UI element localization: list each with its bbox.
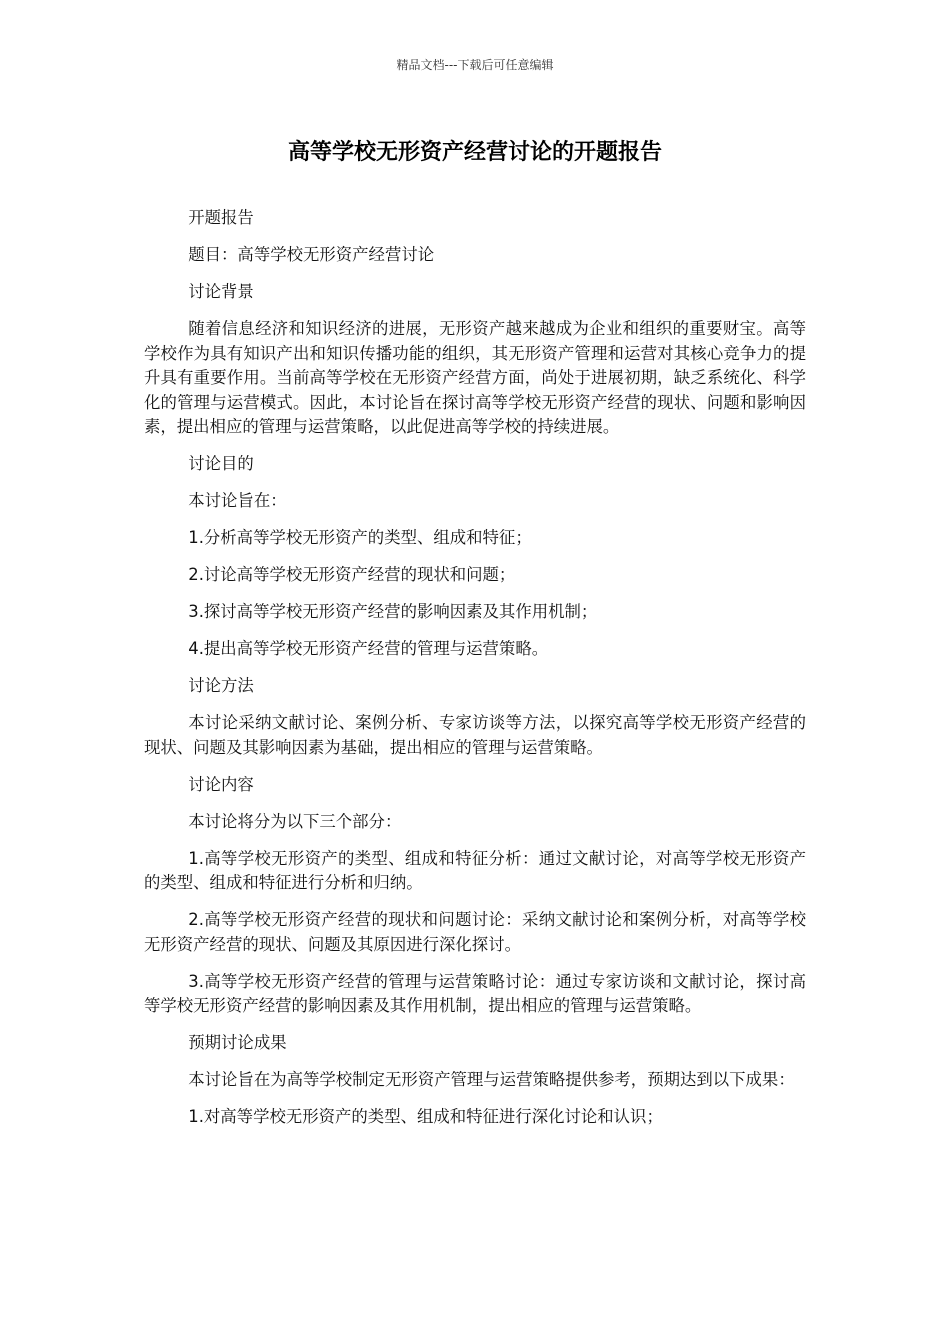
paragraph-method: 本讨论采纳文献讨论、案例分析、专家访谈等方法，以探究高等学校无形资产经营的现状、问题及其影响因素为基础，提出相应的管理与运营策略。 <box>144 713 806 757</box>
document-body <box>144 206 806 1142</box>
list-item-purpose-1: 1.分析高等学校无形资产的类型、组成和特征； <box>188 528 532 547</box>
list-item-purpose-4: 4.提出高等学校无形资产经营的管理与运营策略。 <box>188 639 549 658</box>
heading-purpose: 讨论目的 <box>188 454 254 473</box>
paragraph-background: 随着信息经济和知识经济的进展，无形资产越来越成为企业和组织的重要财宝。高等学校作为具有知识产出和知识传播功能的组织，其无形资产管理和运营对其核心竞争力的提升具有重要作用。当前高等学校在无形资产经营方面，尚处于进展初期，缺乏系统化、科学化的管理与运营模式。因此，本讨论旨在探讨高等学校无形资产经营的现状、问题和影响因素，提出相应的管理与运营策略，以此促进高等学校的持续进展。 <box>144 319 806 436</box>
heading-expected-results: 预期讨论成果 <box>188 1033 287 1052</box>
paragraph-purpose-intro: 本讨论旨在： <box>188 491 287 510</box>
list-item-content-3: 3.高等学校无形资产经营的管理与运营策略讨论：通过专家访谈和文献讨论，探讨高等学校无形资产经营的影响因素及其作用机制，提出相应的管理与运营策略。 <box>144 971 806 1015</box>
list-item-purpose-3: 3.探讨高等学校无形资产经营的影响因素及其作用机制； <box>188 602 598 621</box>
paragraph-topic: 题目：高等学校无形资产经营讨论 <box>188 245 435 264</box>
paragraph-expected-intro: 本讨论旨在为高等学校制定无形资产管理与运营策略提供参考，预期达到以下成果： <box>188 1070 795 1089</box>
list-item-content-1: 1.高等学校无形资产的类型、组成和特征分析：通过文献讨论，对高等学校无形资产的类型、组成和特征进行分析和归纳。 <box>144 848 806 892</box>
heading-method: 讨论方法 <box>188 676 254 695</box>
heading-background: 讨论背景 <box>188 282 254 301</box>
paragraph-content-intro: 本讨论将分为以下三个部分： <box>188 811 402 831</box>
paragraph-section-label: 开题报告 <box>188 208 254 227</box>
list-item-content-2: 2.高等学校无形资产经营的现状和问题讨论：采纳文献讨论和案例分析，对高等学校无形资产经营的现状、问题及其原因进行深化探讨。 <box>144 910 806 954</box>
list-item-purpose-2: 2.讨论高等学校无形资产经营的现状和问题； <box>188 565 516 584</box>
page-header: 精品文档---下载后可任意编辑 <box>396 58 554 72</box>
document-title: 高等学校无形资产经营讨论的开题报告 <box>287 140 662 165</box>
list-item-expected-1: 1.对高等学校无形资产的类型、组成和特征进行深化讨论和认识； <box>188 1107 663 1126</box>
heading-content: 讨论内容 <box>188 774 254 794</box>
